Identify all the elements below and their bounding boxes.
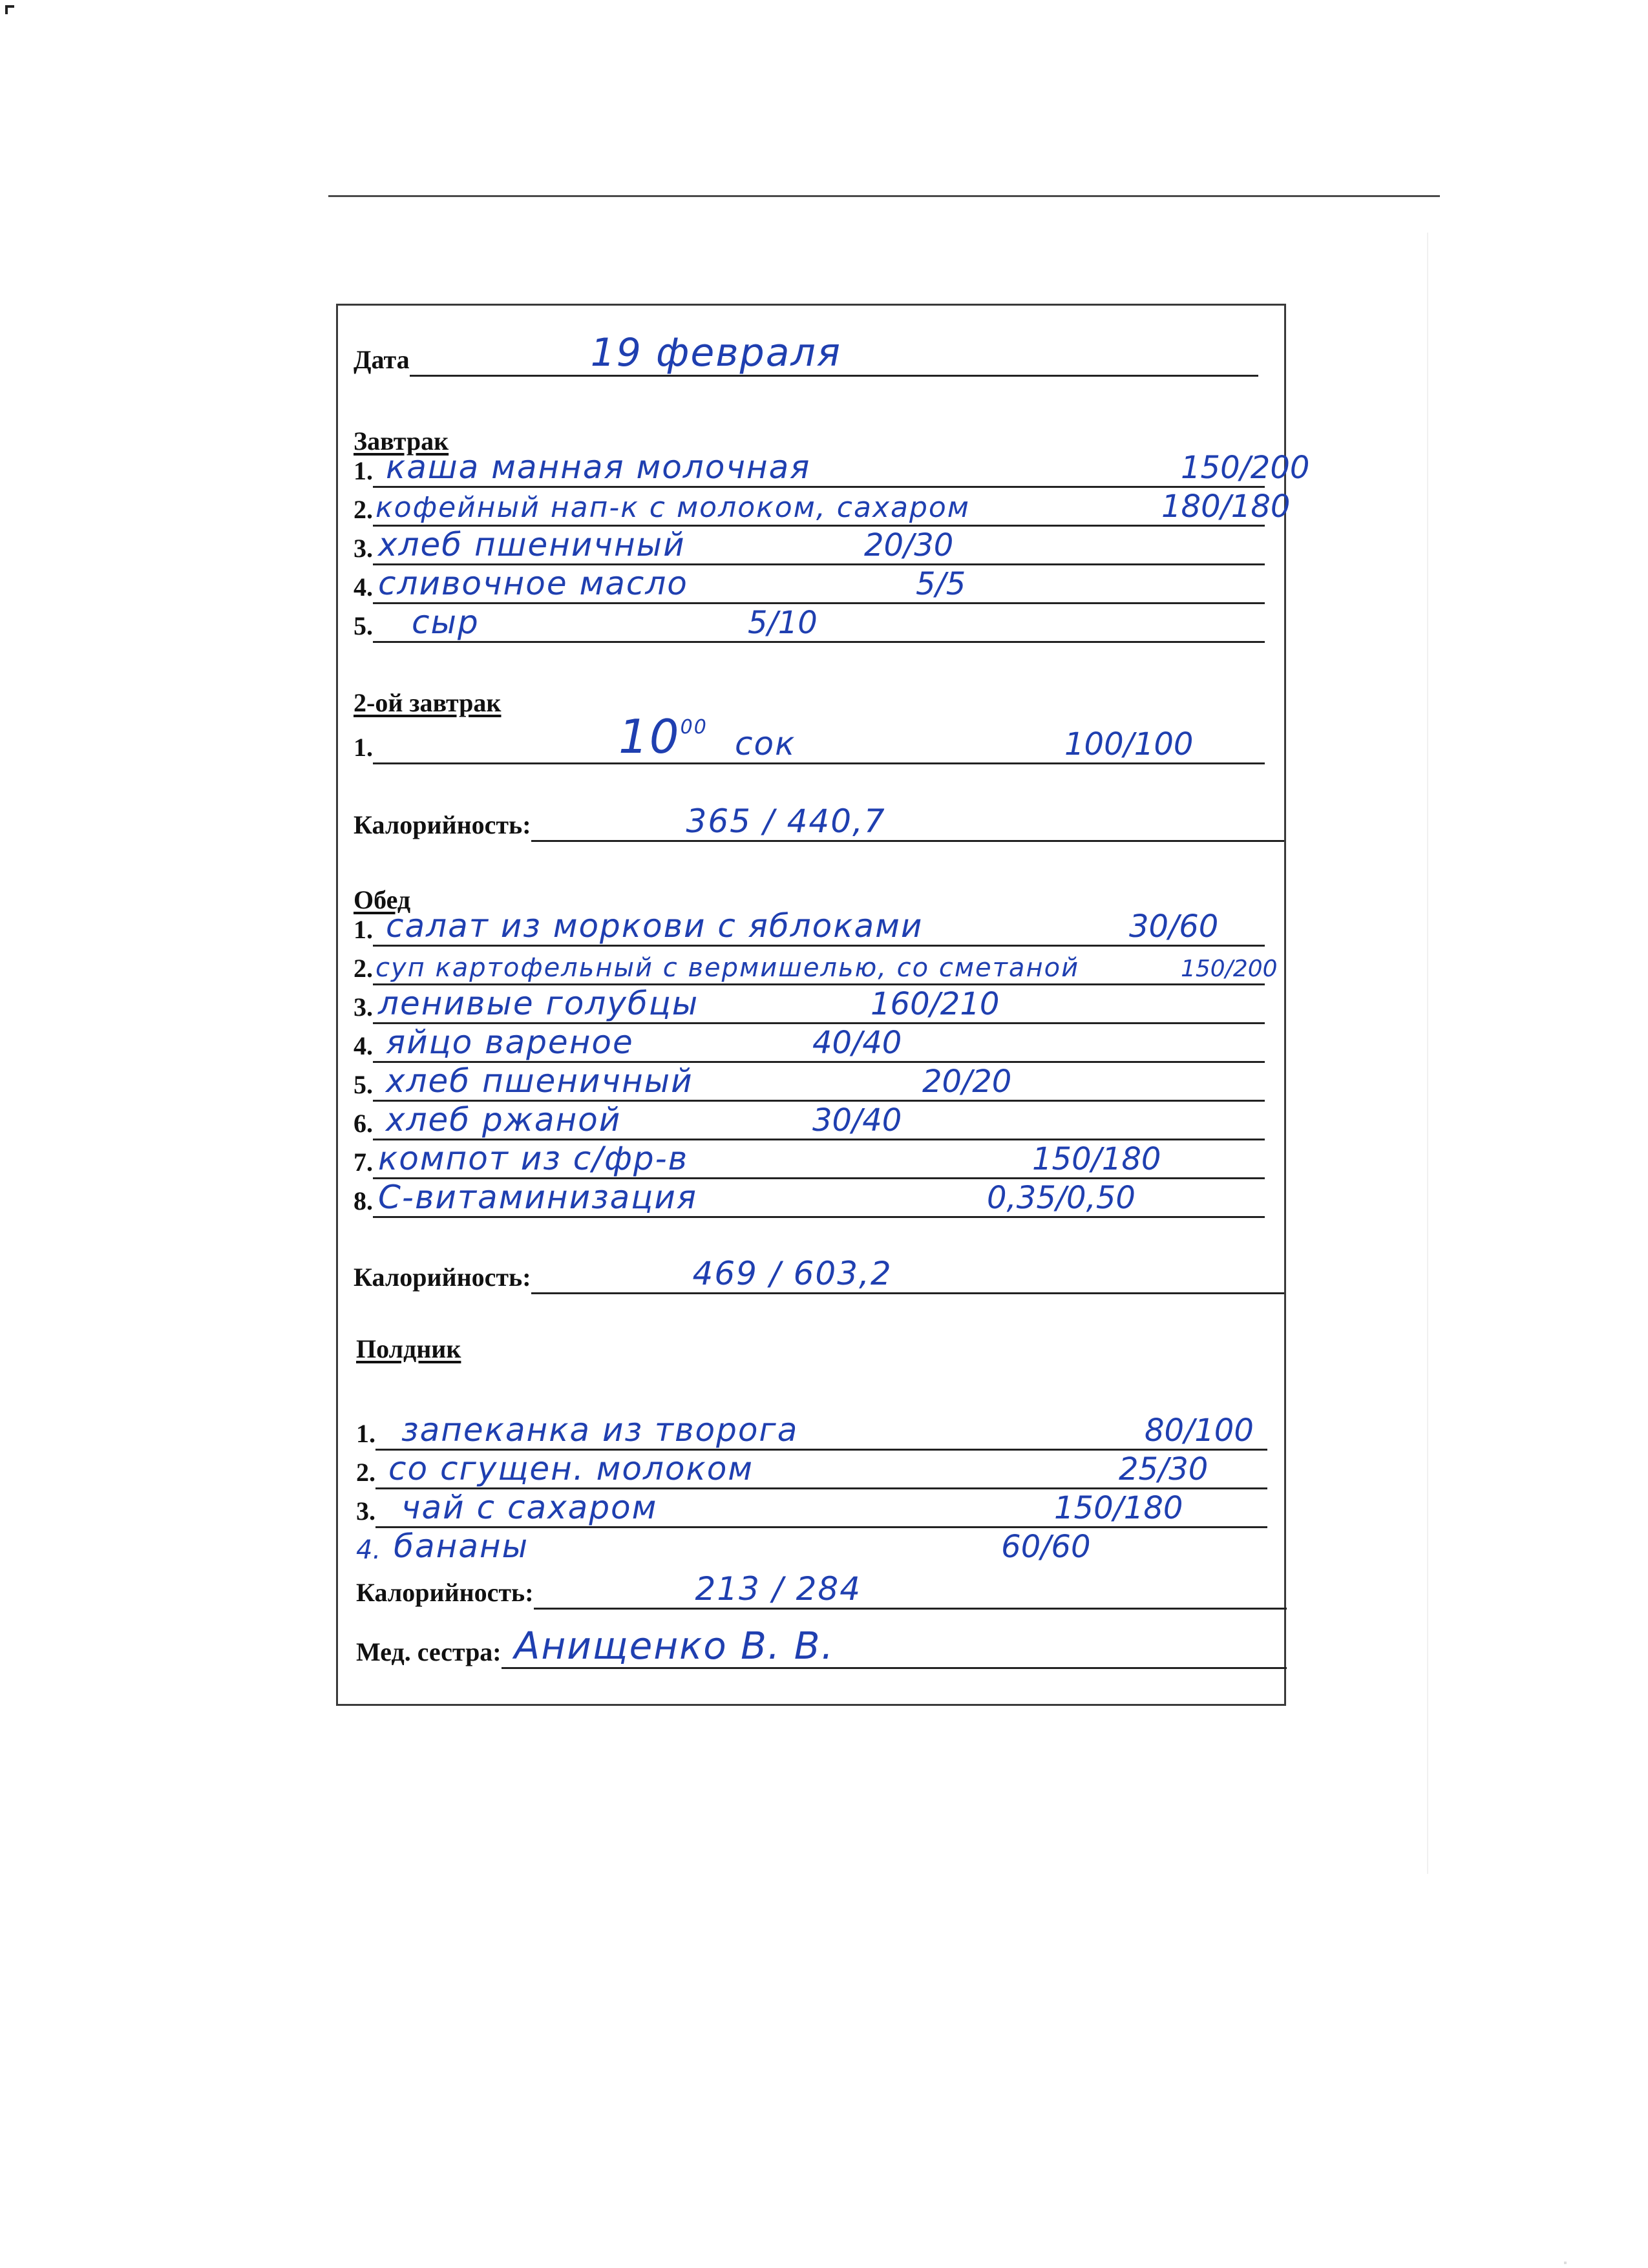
snack-item — [356, 1412, 1287, 1451]
item-text: со сгущен. молоком — [388, 1450, 754, 1487]
lunch-item — [354, 947, 1284, 985]
calories-label: Калорийность: — [354, 1263, 531, 1292]
breakfast-item — [354, 448, 1310, 488]
snack-item — [356, 1451, 1287, 1489]
item-value: 5/10 — [748, 605, 818, 641]
item-number: 5. — [354, 611, 373, 640]
second-breakfast-heading: 2-ой завтрак — [354, 688, 502, 717]
lunch-item — [354, 1140, 1284, 1179]
item-value: 80/100 — [1145, 1412, 1254, 1449]
lunch-item — [354, 1102, 1284, 1140]
item-value: 25/30 — [1119, 1451, 1209, 1487]
breakfast-heading: Завтрак — [354, 426, 449, 456]
breakfast-item-field[interactable] — [373, 602, 1265, 643]
snack-item — [356, 1489, 1287, 1528]
lunch-item-field[interactable] — [373, 983, 1265, 1024]
item-text: суп картофельный с вермишелью, со сметаной — [375, 953, 1080, 983]
item-number: 2. — [354, 954, 373, 983]
lunch-item — [354, 908, 1284, 947]
snack-item-field[interactable] — [375, 1410, 1267, 1451]
item-number: 2. — [356, 1458, 375, 1487]
item-number: 5. — [354, 1070, 373, 1099]
lunch-item-field[interactable] — [373, 1061, 1265, 1102]
breakfast-item — [354, 565, 1284, 604]
item-value: 150/180 — [1032, 1141, 1161, 1177]
breakfast-item — [354, 488, 1291, 527]
item-number: 1. — [354, 456, 373, 485]
snack-item — [356, 1528, 1287, 1567]
item-value: 180/180 — [1161, 488, 1291, 525]
calories-row-breakfast — [354, 803, 1284, 842]
item-text: бананы — [394, 1528, 529, 1565]
item-text: салат из моркови с яблоками — [386, 907, 924, 945]
lunch-item — [354, 1179, 1284, 1218]
item-value: 30/40 — [812, 1102, 902, 1139]
item-text: запеканка из творога — [401, 1411, 799, 1449]
item-number: 7. — [354, 1148, 373, 1177]
lunch-item-field[interactable] — [373, 1100, 1265, 1140]
snack-item-field[interactable] — [375, 1449, 1267, 1489]
item-text: яйцо вареное — [386, 1024, 634, 1061]
item-text: сок — [735, 725, 796, 762]
item-number: 4. — [354, 572, 373, 602]
nurse-row — [356, 1624, 1287, 1669]
item-text: компот из с/фр-в — [378, 1140, 689, 1177]
date-label: Дата — [354, 345, 410, 374]
item-value: 160/210 — [871, 986, 1000, 1022]
item-number: 3. — [354, 992, 373, 1022]
breakfast-item-field[interactable] — [373, 563, 1265, 604]
calories-field[interactable] — [531, 801, 1284, 842]
snack-item-field[interactable] — [381, 1526, 1273, 1567]
item-text: С-витаминизация — [378, 1179, 697, 1216]
snack-heading: Полдник — [356, 1334, 461, 1363]
item-value: 20/30 — [864, 527, 954, 563]
item-text: хлеб ржаной — [386, 1101, 622, 1139]
item-text: хлеб пшеничный — [378, 526, 686, 563]
item-text: сливочное масло — [378, 565, 688, 602]
item-text: ленивые голубцы — [378, 985, 699, 1022]
page-edge-shadow — [1427, 233, 1428, 1874]
item-text: каша манная молочная — [386, 448, 811, 486]
lunch-heading: Обед — [354, 885, 411, 914]
nurse-field[interactable] — [502, 1624, 1287, 1669]
item-number: 3. — [356, 1496, 375, 1526]
item-text: сыр — [412, 604, 480, 641]
calories-row-lunch — [354, 1255, 1284, 1294]
item-number: 1. — [356, 1419, 375, 1448]
item-value: 100/100 — [1064, 726, 1194, 762]
item-value: 60/60 — [1001, 1529, 1091, 1565]
calories-row-snack — [356, 1571, 1287, 1610]
snack-item-field[interactable] — [375, 1487, 1267, 1528]
item-value: 150/200 — [1181, 450, 1310, 486]
item-value: 30/60 — [1129, 908, 1219, 945]
item-value: 150/180 — [1054, 1490, 1183, 1526]
item-value: 5/5 — [916, 566, 966, 602]
item-number: 3. — [354, 534, 373, 563]
lunch-item — [354, 1024, 1284, 1063]
item-value: 0,35/0,50 — [987, 1180, 1136, 1216]
lunch-item-field[interactable] — [373, 906, 1265, 947]
item-number: 2. — [354, 495, 373, 524]
nurse-label: Мед. сестра: — [356, 1637, 502, 1666]
second-breakfast-item — [354, 709, 1284, 764]
breakfast-item-field[interactable] — [373, 447, 1310, 488]
item-text: кофейный нап-к с молоком, сахаром — [375, 491, 971, 524]
date-value: 19 февраля — [590, 330, 841, 375]
breakfast-item-field[interactable] — [373, 486, 1291, 527]
calories-field[interactable] — [534, 1569, 1287, 1610]
calories-label: Калорийность: — [356, 1578, 534, 1607]
item-number: 6. — [354, 1109, 373, 1138]
lunch-item-field[interactable] — [373, 945, 1278, 985]
top-divider-line — [328, 195, 1440, 197]
calories-field[interactable] — [531, 1254, 1284, 1294]
item-number: 8. — [354, 1186, 373, 1215]
item-number: 4. — [356, 1535, 381, 1565]
item-time: $10^{00}$ — [618, 709, 708, 764]
breakfast-item-field[interactable] — [373, 525, 1265, 565]
item-number: 1. — [354, 733, 373, 762]
item-number: 4. — [354, 1031, 373, 1060]
breakfast-item — [354, 527, 1284, 565]
calories-value: 213 / 284 — [695, 1570, 862, 1608]
lunch-item — [354, 1063, 1284, 1102]
lunch-item-field[interactable] — [373, 1022, 1265, 1063]
lunch-item-field[interactable] — [373, 1139, 1265, 1179]
item-value: 150/200 — [1181, 956, 1278, 982]
nurse-signature: Анищенко В. В. — [514, 1624, 835, 1668]
menu-form — [336, 304, 1310, 1706]
item-text: чай с сахаром — [401, 1489, 658, 1526]
scan-corner-mark — [5, 5, 14, 14]
calories-value: 365 / 440,7 — [686, 803, 886, 840]
item-value: 20/20 — [922, 1064, 1012, 1100]
date-field[interactable] — [410, 330, 1258, 377]
date-row — [354, 330, 1258, 377]
lunch-item-field[interactable] — [373, 1177, 1265, 1218]
scan-speck — [1564, 2262, 1567, 2264]
calories-value: 469 / 603,2 — [692, 1255, 893, 1292]
calories-label: Калорийность: — [354, 810, 531, 839]
item-value: 40/40 — [812, 1025, 902, 1061]
breakfast-item — [354, 604, 1284, 643]
item-number: 1. — [354, 915, 373, 944]
item-text: хлеб пшеничный — [386, 1062, 693, 1100]
second-breakfast-item-field[interactable] — [373, 711, 1265, 764]
lunch-item — [354, 985, 1284, 1024]
